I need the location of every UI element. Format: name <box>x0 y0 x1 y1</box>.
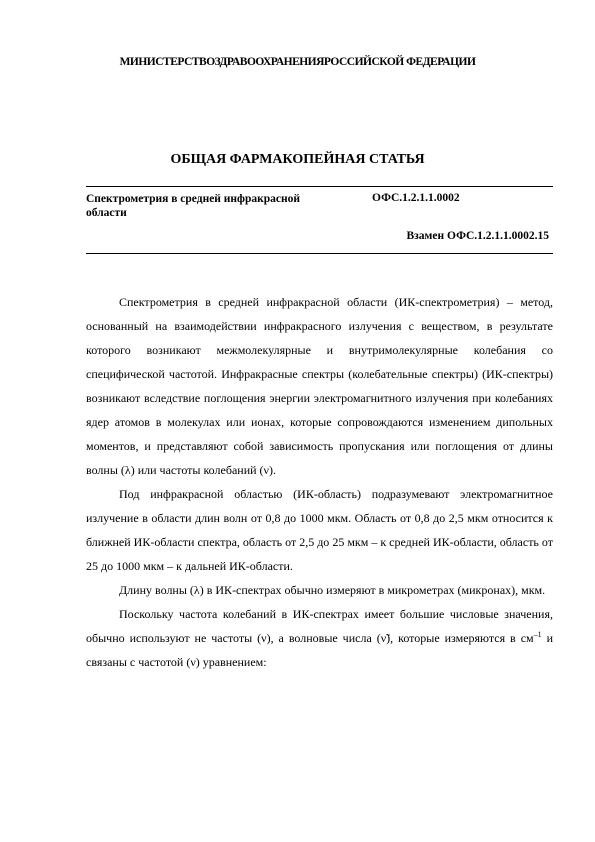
paragraph-wavenumber <box>86 602 553 674</box>
paragraph-definition: Спектрометрия в средней инфракрасной области (ИК-спектрометрия) – метод, основанный на взаимодействии инфракрасного излучения с веществом, в результате которого возникают межмолекулярные и внутримолекулярные колебания со специфической частотой. Инфракрасные спектры (колебательные спектры) (ИК-спектры) возникают вследствие поглощения энергии электромагнитного излучения при колебаниях ядер атомов в молекулах или ионах, которые сопровождаются изменением дипольных моментов, и представляют собой зависимость пропускания или поглощения от длины волны (λ) или частоты колебаний (ν). <box>86 295 553 477</box>
top-divider <box>86 186 553 187</box>
article-title <box>86 192 366 220</box>
document-type-title: ОБЩАЯ ФАРМАКОПЕЙНАЯ СТАТЬЯ <box>170 152 425 167</box>
paragraph-ir-region: Под инфракрасной областью (ИК-область) подразумевают электромагнитное излучение в области длин волн от 0,8 до 1000 мкм. Область от 0,8 до 2,5 мкм относится к ближней ИК-области спектра, область от 2,5 до 25 мкм – к средней ИК-области, область от 25 до 1000 мкм – к дальней ИК-области. <box>86 487 553 573</box>
article-body <box>86 290 553 674</box>
paragraph-wavelength: Длину волны (λ) в ИК-спектрах обычно измеряют в микрометрах (микронах), мкм. <box>119 583 546 597</box>
replaces-code: Взамен ОФС.1.2.1.1.0002.15 <box>406 230 549 242</box>
unit-exponent: –1 <box>533 630 542 639</box>
wavenumber-text-end: и связаны с частотой (ν) уравнением: <box>86 631 553 669</box>
ministry-header: МИНИСТЕРСТВОЗДРАВООХРАНЕНИЯРОССИЙСКОЙ ФЕДЕРАЦИИ <box>119 56 476 68</box>
article-code: ОФС.1.2.1.1.0002 <box>372 192 460 204</box>
wavenumber-text-start: Поскольку частота колебаний в ИК-спектрах имеет большие числовые значения, обычно используют не частоты (ν), а волновые числа (ν̃), которые измеряются в см <box>86 607 553 645</box>
article-title-line1: Спектрометрия в средней инфракрасной <box>86 193 301 205</box>
article-title-line2: области <box>86 207 127 219</box>
bottom-divider <box>86 253 553 254</box>
